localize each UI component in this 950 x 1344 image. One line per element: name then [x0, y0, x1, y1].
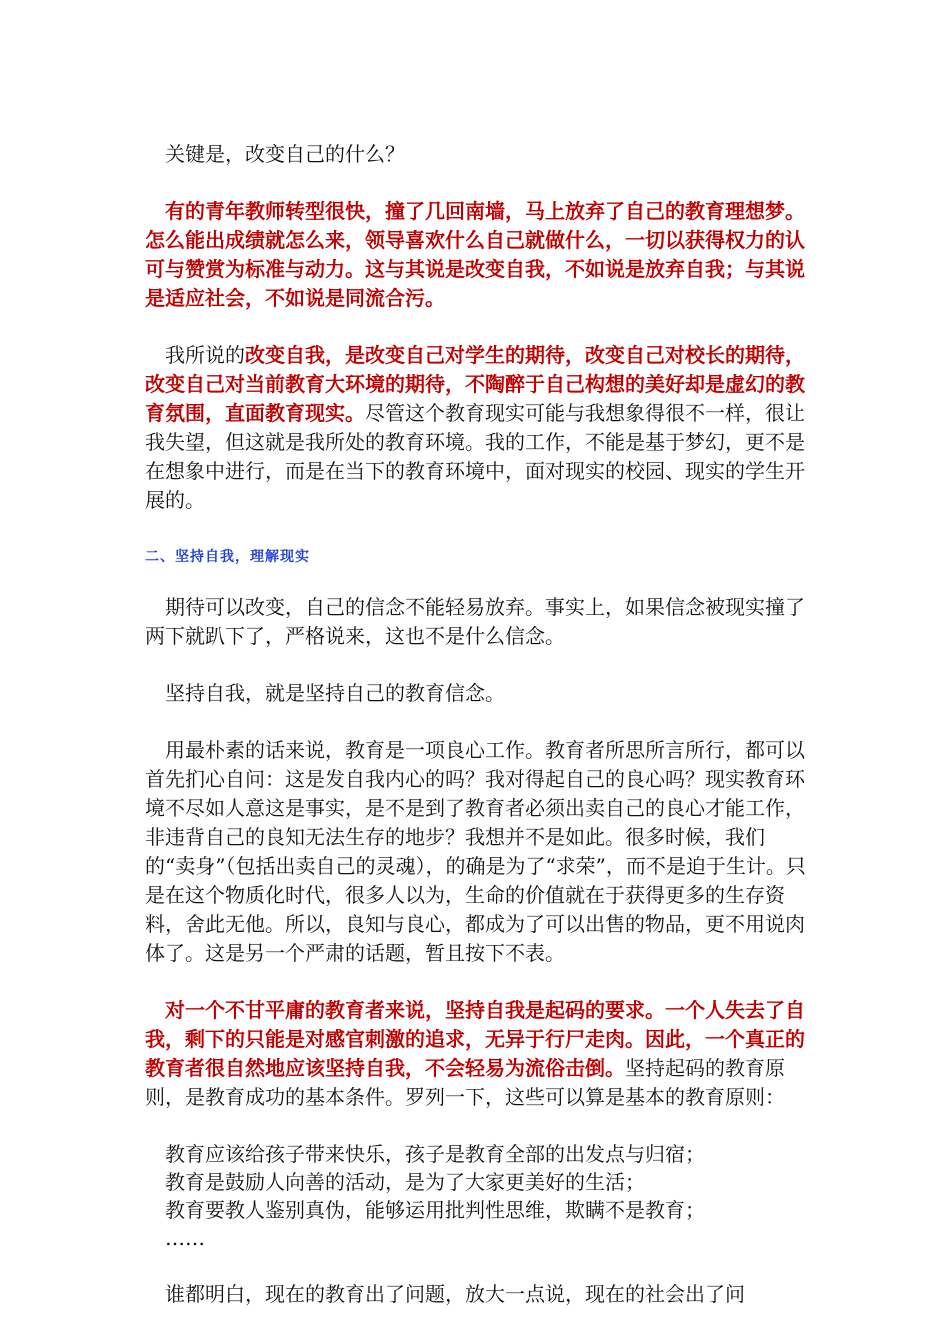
list-item: 教育是鼓励人向善的活动，是为了大家更美好的生活； [165, 1170, 645, 1194]
principles-list [165, 1140, 810, 1252]
paragraph-conscience: 用最朴素的话来说，教育是一项良心工作。教育者所思所言所行，都可以首先扪心自问：这是发自我内心的吗？我对得起自己的良心吗？现实教育环境不尽如人意这是事实，是不是到了教育者必须出卖自己的良心才能工作，非违背自己的良知无法生存的地步？我想并不是如此。很多时候，我们的“卖身”（包括出卖自己的灵魂），的确是为了“求荣”，而不是迫于生计。只是在这个物质化时代，很多人以为，生命的价值就在于获得更多的生存资料，舍此无他。所以，良知与良心，都成为了可以出售的物品，更不用说肉体了。这是另一个严肃的话题，暂且按下不表。 [145, 738, 806, 965]
text-plain: 坚持起码的教育原则，是教育成功的基本条件。罗列一下，这些可以算是基本的教育原则： [145, 1056, 785, 1109]
list-item: 教育要教人鉴别真伪，能够运用批判性思维，欺瞒不是教育； [165, 1198, 705, 1222]
document-page [145, 140, 810, 1309]
paragraph-change-self [145, 341, 810, 515]
paragraph-persist: 坚持自我，就是坚持自己的教育信念。 [165, 681, 505, 705]
text-plain: 我所说的 [165, 343, 245, 367]
text-emphasis: 对一个不甘平庸的教育者来说，坚持自我是起码的要求。一个人失去了自我，剩下的只能是对感官刺激的追求，无异于行尸走肉。因此，一个真正的教育者很自然地应该坚持自我，不会轻易为流俗击倒。 [145, 998, 805, 1080]
list-item: …… [165, 1226, 205, 1250]
paragraph-question: 关键是，改变自己的什么？ [165, 142, 405, 166]
paragraph-emphasis-1: 有的青年教师转型很快，撞了几回南墙，马上放弃了自己的教育理想梦。怎么能出成绩就怎么来，领导喜欢什么自己就做什么，一切以获得权力的认可与赞赏为标准与动力。这与其说是改变自我，不如说是放弃自我；与其说是适应社会，不如说是同流合污。 [145, 199, 805, 310]
paragraph-closing: 谁都明白，现在的教育出了问题，放大一点说，现在的社会出了问 [165, 1282, 745, 1306]
paragraph-principles [145, 996, 810, 1112]
text-emphasis: 改变自我，是改变自己对学生的期待，改变自己对校长的期待，改变自己对当前教育大环境的期待，不陶醉于自己构想的美好却是虚幻的教育氛围，直面教育现实。 [145, 343, 805, 425]
list-item: 教育应该给孩子带来快乐，孩子是教育全部的出发点与归宿； [165, 1142, 705, 1166]
paragraph-belief: 期待可以改变，自己的信念不能轻易放弃。事实上，如果信念被现实撞了两下就趴下了，严格说来，这也不是什么信念。 [145, 595, 805, 648]
text-plain: 尽管这个教育现实可能与我想象得很不一样，很让我失望，但这就是我所处的教育环境。我的工作，不能是基于梦幻，更不是在想象中进行，而是在当下的教育环境中，面对现实的校园、现实的学生开展的。 [145, 401, 805, 512]
section-heading: 二、坚持自我，理解现实 [145, 549, 310, 565]
